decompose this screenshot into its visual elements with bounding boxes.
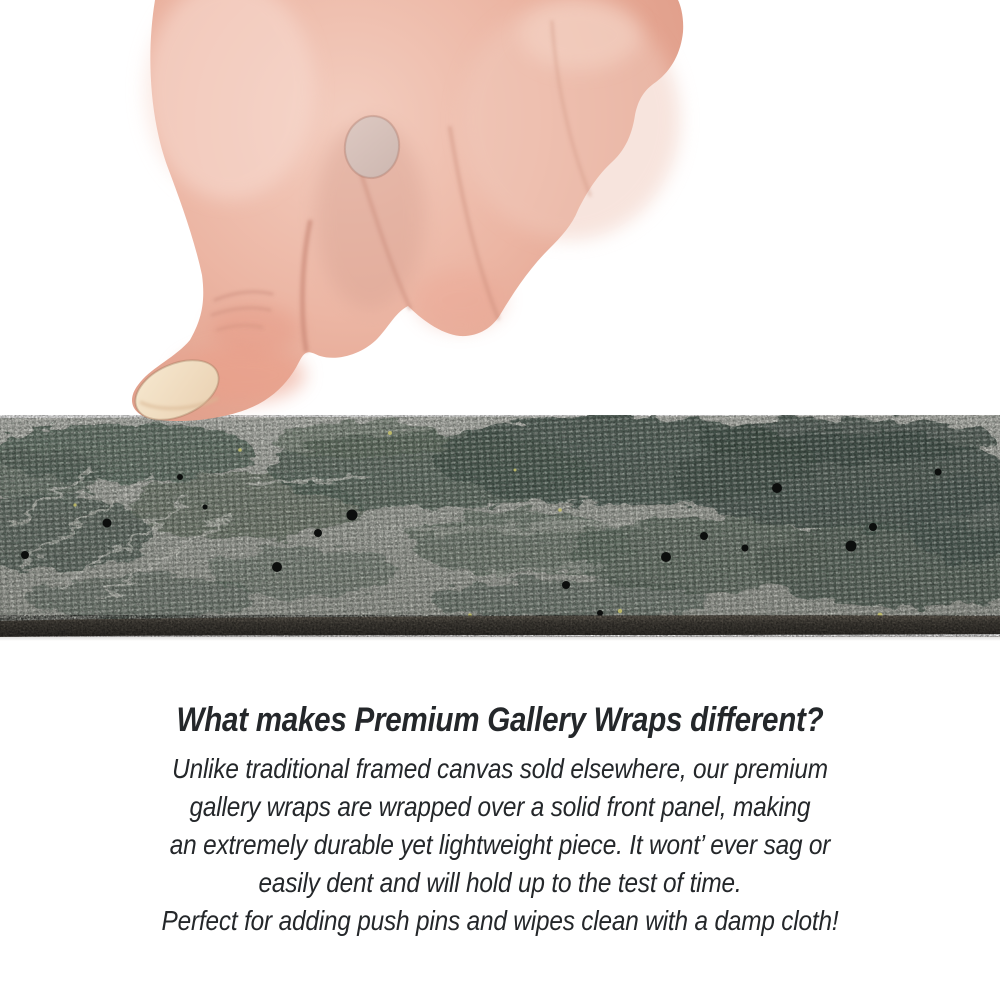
canvas-edge-grain (0, 615, 1000, 637)
description-line: easily dent and will hold up to the test of time. (258, 867, 742, 898)
description-line: an extremely durable yet lightweight piece. It wont’ ever sag or (169, 829, 831, 860)
info-section (65, 698, 935, 940)
description-line: Unlike traditional framed canvas sold elsewhere, our premium (172, 753, 828, 784)
canvas-grain (0, 415, 1000, 622)
hand-photo (120, 0, 700, 430)
page-title: What makes Premium Gallery Wraps different? (176, 701, 824, 739)
canvas-strip-photo (0, 415, 1000, 641)
description-line: Perfect for adding push pins and wipes clean with a damp cloth! (161, 905, 839, 936)
description-line: gallery wraps are wrapped over a solid front panel, making (189, 791, 811, 822)
canvas-drop-shadow (0, 636, 1000, 641)
